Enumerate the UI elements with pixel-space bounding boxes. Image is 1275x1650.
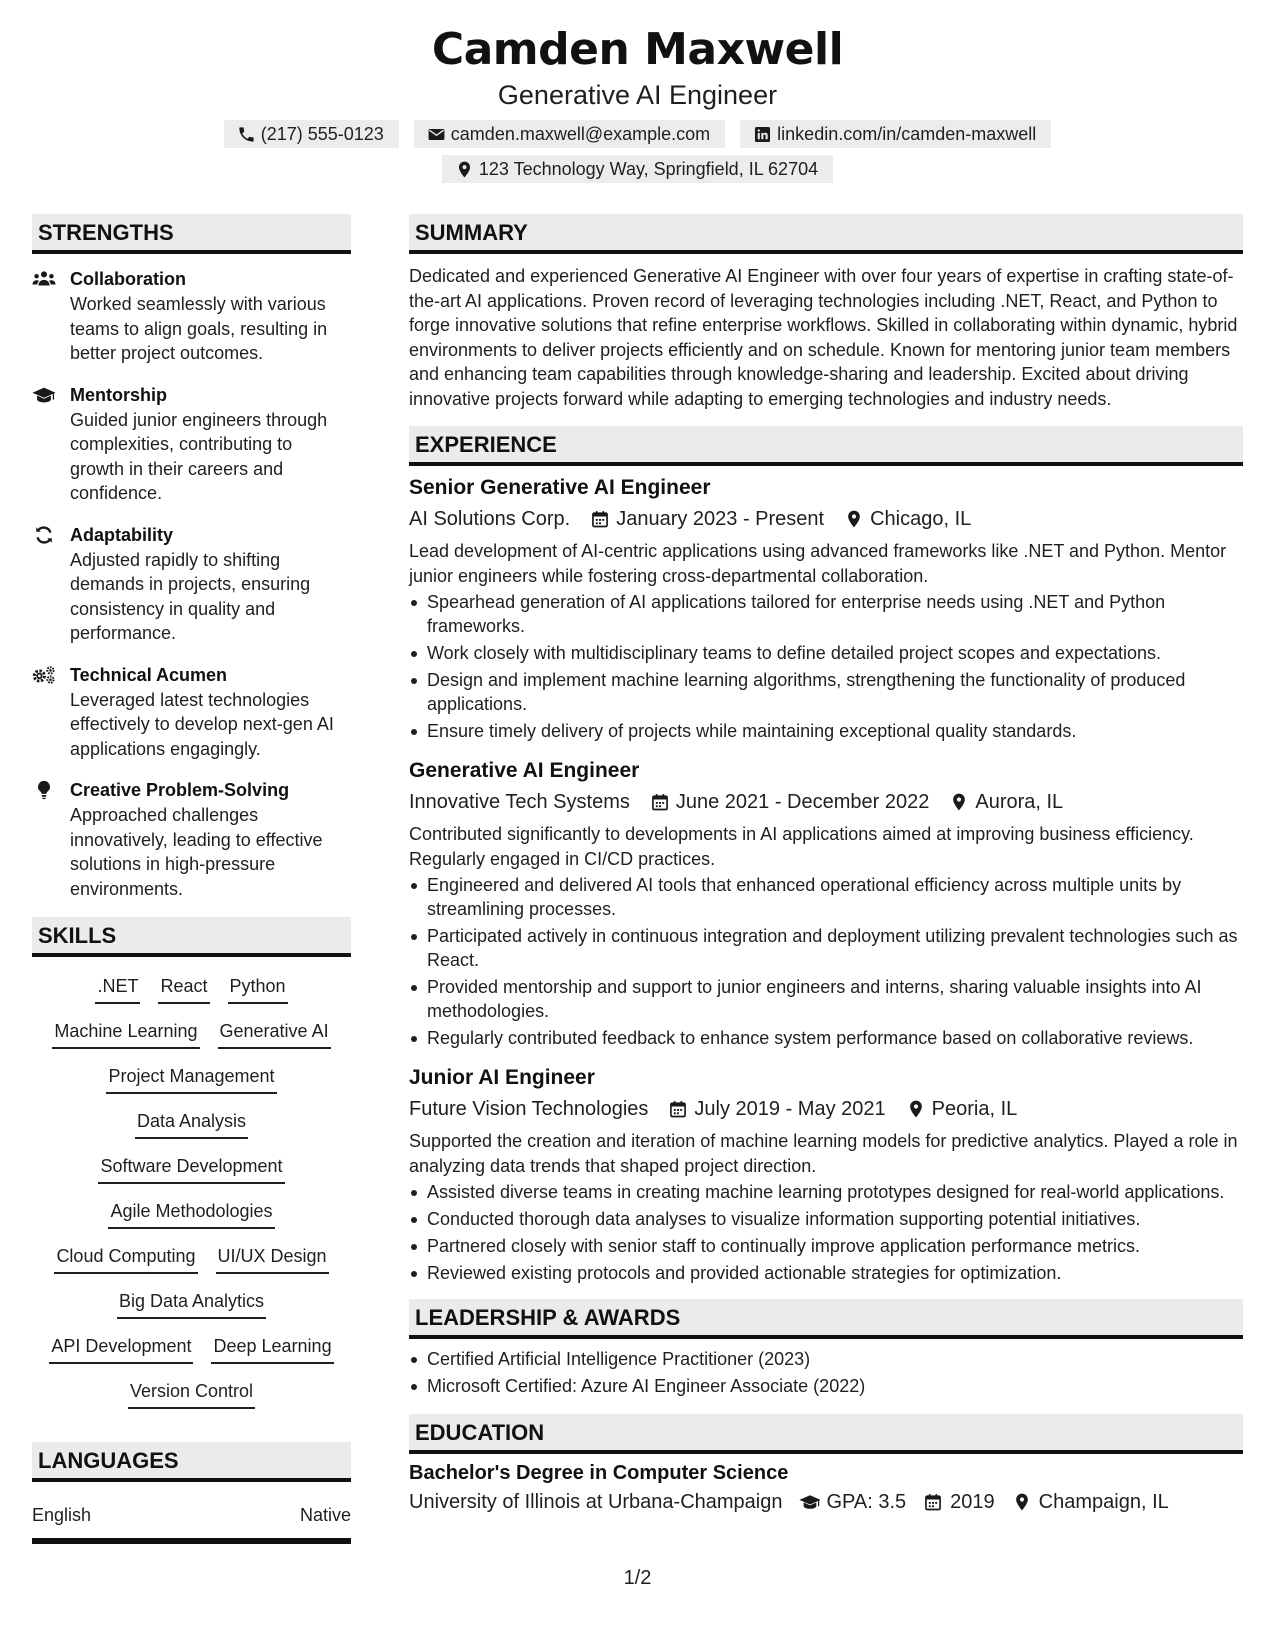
map-pin-icon	[455, 160, 474, 179]
contact-row	[0, 120, 1275, 148]
strength-title: Collaboration	[70, 269, 186, 289]
linkedin-icon	[753, 125, 772, 144]
candidate-name: Camden Maxwell	[431, 24, 844, 75]
education-location: Champaign, IL	[1038, 1491, 1169, 1513]
strengths-list	[32, 266, 351, 901]
linkedin-text: linkedin.com/in/camden-maxwell	[777, 123, 1037, 144]
job-location: Peoria, IL	[931, 1098, 1018, 1120]
summary-heading: SUMMARY	[409, 214, 1243, 254]
strength-title: Adaptability	[70, 524, 174, 545]
job-bullet: Ensure timely delivery of projects while maintaining exceptional quality standards.	[409, 719, 1243, 743]
skill-tag: Machine Learning	[52, 1017, 199, 1049]
graduation-cap-icon	[799, 1492, 821, 1512]
languages-section	[32, 1442, 351, 1544]
language-row	[32, 1502, 351, 1544]
job-bullet: Partnered closely with senior staff to continually improve application performance metrics.	[409, 1234, 1243, 1258]
job-bullet: Engineered and delivered AI tools that enhanced operational efficiency across multiple units by streamlining processes.	[409, 873, 1243, 921]
skill-tag: Agile Methodologies	[108, 1197, 274, 1229]
job-location: Aurora, IL	[975, 791, 1064, 813]
sync-icon	[32, 524, 56, 546]
calendar-icon	[922, 1492, 944, 1512]
job-meta	[409, 787, 1243, 817]
job-meta	[409, 1094, 1243, 1124]
left-column	[32, 214, 351, 1544]
page-number: 1/2	[623, 1567, 652, 1589]
email-text: camden.maxwell@example.com	[450, 123, 711, 144]
job-bullet: Conducted thorough data analyses to visualize information supporting potential initiatives.	[409, 1207, 1243, 1231]
job-bullet: Regularly contributed feedback to enhance system performance based on collaborative reviews.	[409, 1026, 1243, 1050]
job-summary: Contributed significantly to developments in AI applications aimed at improving business efficiency. Regularly engaged in CI/CD practices.	[409, 824, 1194, 869]
job-company: Innovative Tech Systems	[409, 791, 630, 813]
skill-tag: Deep Learning	[211, 1332, 333, 1364]
calendar-icon	[590, 509, 610, 529]
job-dates: January 2023 - Present	[616, 508, 825, 530]
job-entry	[409, 1064, 1243, 1285]
contact-row-address	[0, 155, 1275, 183]
summary-text: Dedicated and experienced Generative AI Engineer with over four years of expertise in crafting state-of-the-art AI applications. Proven record of leveraging technologies including .NET, React, and Python to forge innovative solutions that refine enterprise workflows. Skilled in collaborating within dynamic, hybrid environments to deliver projects efficiently and on schedule. Known for mentoring junior team members and enhancing team capabilities through knowledge-sharing and leadership. Excited about driving innovative projects forward while adapting to emerging technologies and industry needs.	[409, 266, 1238, 409]
job-dates: July 2019 - May 2021	[694, 1098, 886, 1120]
skill-tag: Software Development	[98, 1152, 284, 1184]
skill-tag: .NET	[95, 972, 140, 1004]
strength-title: Creative Problem-Solving	[70, 780, 290, 800]
skill-tag: Data Analysis	[135, 1107, 248, 1139]
strength-item	[32, 266, 351, 366]
email-contact[interactable]	[414, 120, 725, 148]
award-item: Microsoft Certified: Azure AI Engineer Associate (2022)	[409, 1374, 1243, 1398]
job-dates: June 2021 - December 2022	[675, 791, 930, 813]
strengths-heading: STRENGTHS	[32, 214, 351, 254]
job-company: Future Vision Technologies	[409, 1098, 649, 1120]
map-pin-icon	[1011, 1492, 1033, 1512]
address-contact	[442, 155, 833, 183]
linkedin-contact[interactable]	[740, 120, 1051, 148]
job-bullet: Participated actively in continuous integration and deployment utilizing prevalent technologies such as React.	[409, 924, 1243, 972]
award-item: Certified Artificial Intelligence Practitioner (2023)	[409, 1347, 1243, 1371]
awards-heading: LEADERSHIP & AWARDS	[409, 1299, 1243, 1339]
job-bullet: Assisted diverse teams in creating machine learning prototypes designed for real-world applications.	[409, 1180, 1243, 1204]
skill-tag: UI/UX Design	[216, 1242, 329, 1274]
skills-heading: SKILLS	[32, 917, 351, 957]
skills-section	[32, 917, 351, 1422]
education-degree: Bachelor's Degree in Computer Science	[409, 1462, 789, 1484]
job-title: Junior AI Engineer	[409, 1066, 595, 1089]
users-icon	[32, 268, 56, 290]
skill-tag: React	[158, 972, 209, 1004]
strength-desc: Worked seamlessly with various teams to align goals, resulting in better project outcomes.	[70, 294, 328, 363]
strength-title: Technical Acumen	[70, 664, 228, 685]
strength-item	[32, 522, 351, 646]
map-pin-icon	[844, 509, 864, 529]
experience-heading: EXPERIENCE	[409, 426, 1243, 466]
right-column	[409, 214, 1243, 1517]
languages-heading: LANGUAGES	[32, 1442, 351, 1482]
job-summary: Supported the creation and iteration of machine learning models for predictive analytics. Played a role in analyzing data trends that shaped project direction.	[409, 1131, 1238, 1176]
job-summary: Lead development of AI-centric applications using advanced frameworks like .NET and Python. Mentor junior engineers while fostering cross-departmental collaboration.	[409, 541, 1227, 586]
skill-tag: Big Data Analytics	[117, 1287, 266, 1319]
job-bullets	[409, 590, 1243, 743]
skill-tag: Cloud Computing	[54, 1242, 197, 1274]
awards-list	[409, 1347, 1243, 1398]
job-bullets	[409, 1180, 1243, 1285]
skill-tag: Project Management	[106, 1062, 276, 1094]
map-pin-icon	[906, 1099, 926, 1119]
strength-title: Mentorship	[70, 384, 167, 405]
strength-item	[32, 382, 351, 506]
address-text: 123 Technology Way, Springfield, IL 62704	[478, 158, 819, 179]
map-pin-icon	[949, 792, 969, 812]
skill-tag: API Development	[49, 1332, 193, 1364]
lightbulb-icon	[32, 779, 56, 801]
education-gpa: GPA: 3.5	[826, 1491, 907, 1513]
job-bullet: Provided mentorship and support to junior engineers and interns, sharing valuable insights into AI methodologies.	[409, 975, 1243, 1023]
resume-header	[0, 22, 1275, 183]
job-title: Senior Generative AI Engineer	[409, 476, 711, 499]
phone-text: (217) 555-0123	[260, 123, 384, 144]
job-company: AI Solutions Corp.	[409, 508, 571, 530]
gears-icon	[32, 664, 56, 686]
skill-cloud	[32, 957, 351, 1422]
job-bullet: Work closely with multidisciplinary teams to define detailed project scopes and expectations.	[409, 641, 1243, 665]
strength-item	[32, 662, 351, 762]
job-meta	[409, 504, 1243, 534]
job-bullet: Design and implement machine learning algorithms, strengthening the functionality of produced applications.	[409, 668, 1243, 716]
skill-tag: Python	[228, 972, 288, 1004]
phone-contact[interactable]	[224, 120, 399, 148]
job-entry	[409, 474, 1243, 743]
calendar-icon	[650, 792, 670, 812]
education-school: University of Illinois at Urbana-Champaign	[409, 1491, 783, 1513]
phone-icon	[237, 125, 256, 144]
envelope-icon	[427, 125, 446, 144]
skill-tag: Generative AI	[218, 1017, 331, 1049]
education-meta	[409, 1487, 1243, 1517]
strength-desc: Guided junior engineers through complexities, contributing to growth in their careers and confidence.	[70, 409, 328, 503]
education-heading: EDUCATION	[409, 1414, 1243, 1454]
skill-tag: Version Control	[128, 1377, 255, 1409]
language-level: Native	[299, 1505, 351, 1525]
job-bullets	[409, 873, 1243, 1050]
graduation-cap-icon	[32, 384, 56, 406]
job-location: Chicago, IL	[870, 508, 972, 530]
job-bullet: Spearhead generation of AI applications tailored for enterprise needs using .NET and Python frameworks.	[409, 590, 1243, 638]
strength-desc: Leveraged latest technologies effectively to develop next-gen AI applications engagingly.	[70, 689, 334, 759]
strength-desc: Approached challenges innovatively, leading to effective solutions in high-pressure environments.	[70, 805, 323, 899]
job-entry	[409, 757, 1243, 1050]
education-year: 2019	[950, 1491, 995, 1513]
job-title: Generative AI Engineer	[409, 759, 640, 782]
calendar-icon	[668, 1099, 688, 1119]
candidate-role: Generative AI Engineer	[497, 80, 778, 110]
language-name: English	[32, 1505, 92, 1525]
strength-desc: Adjusted rapidly to shifting demands in projects, ensuring consistency in quality and performance.	[70, 549, 311, 643]
strength-item	[32, 777, 351, 901]
job-bullet: Reviewed existing protocols and provided actionable strategies for optimization.	[409, 1261, 1243, 1285]
